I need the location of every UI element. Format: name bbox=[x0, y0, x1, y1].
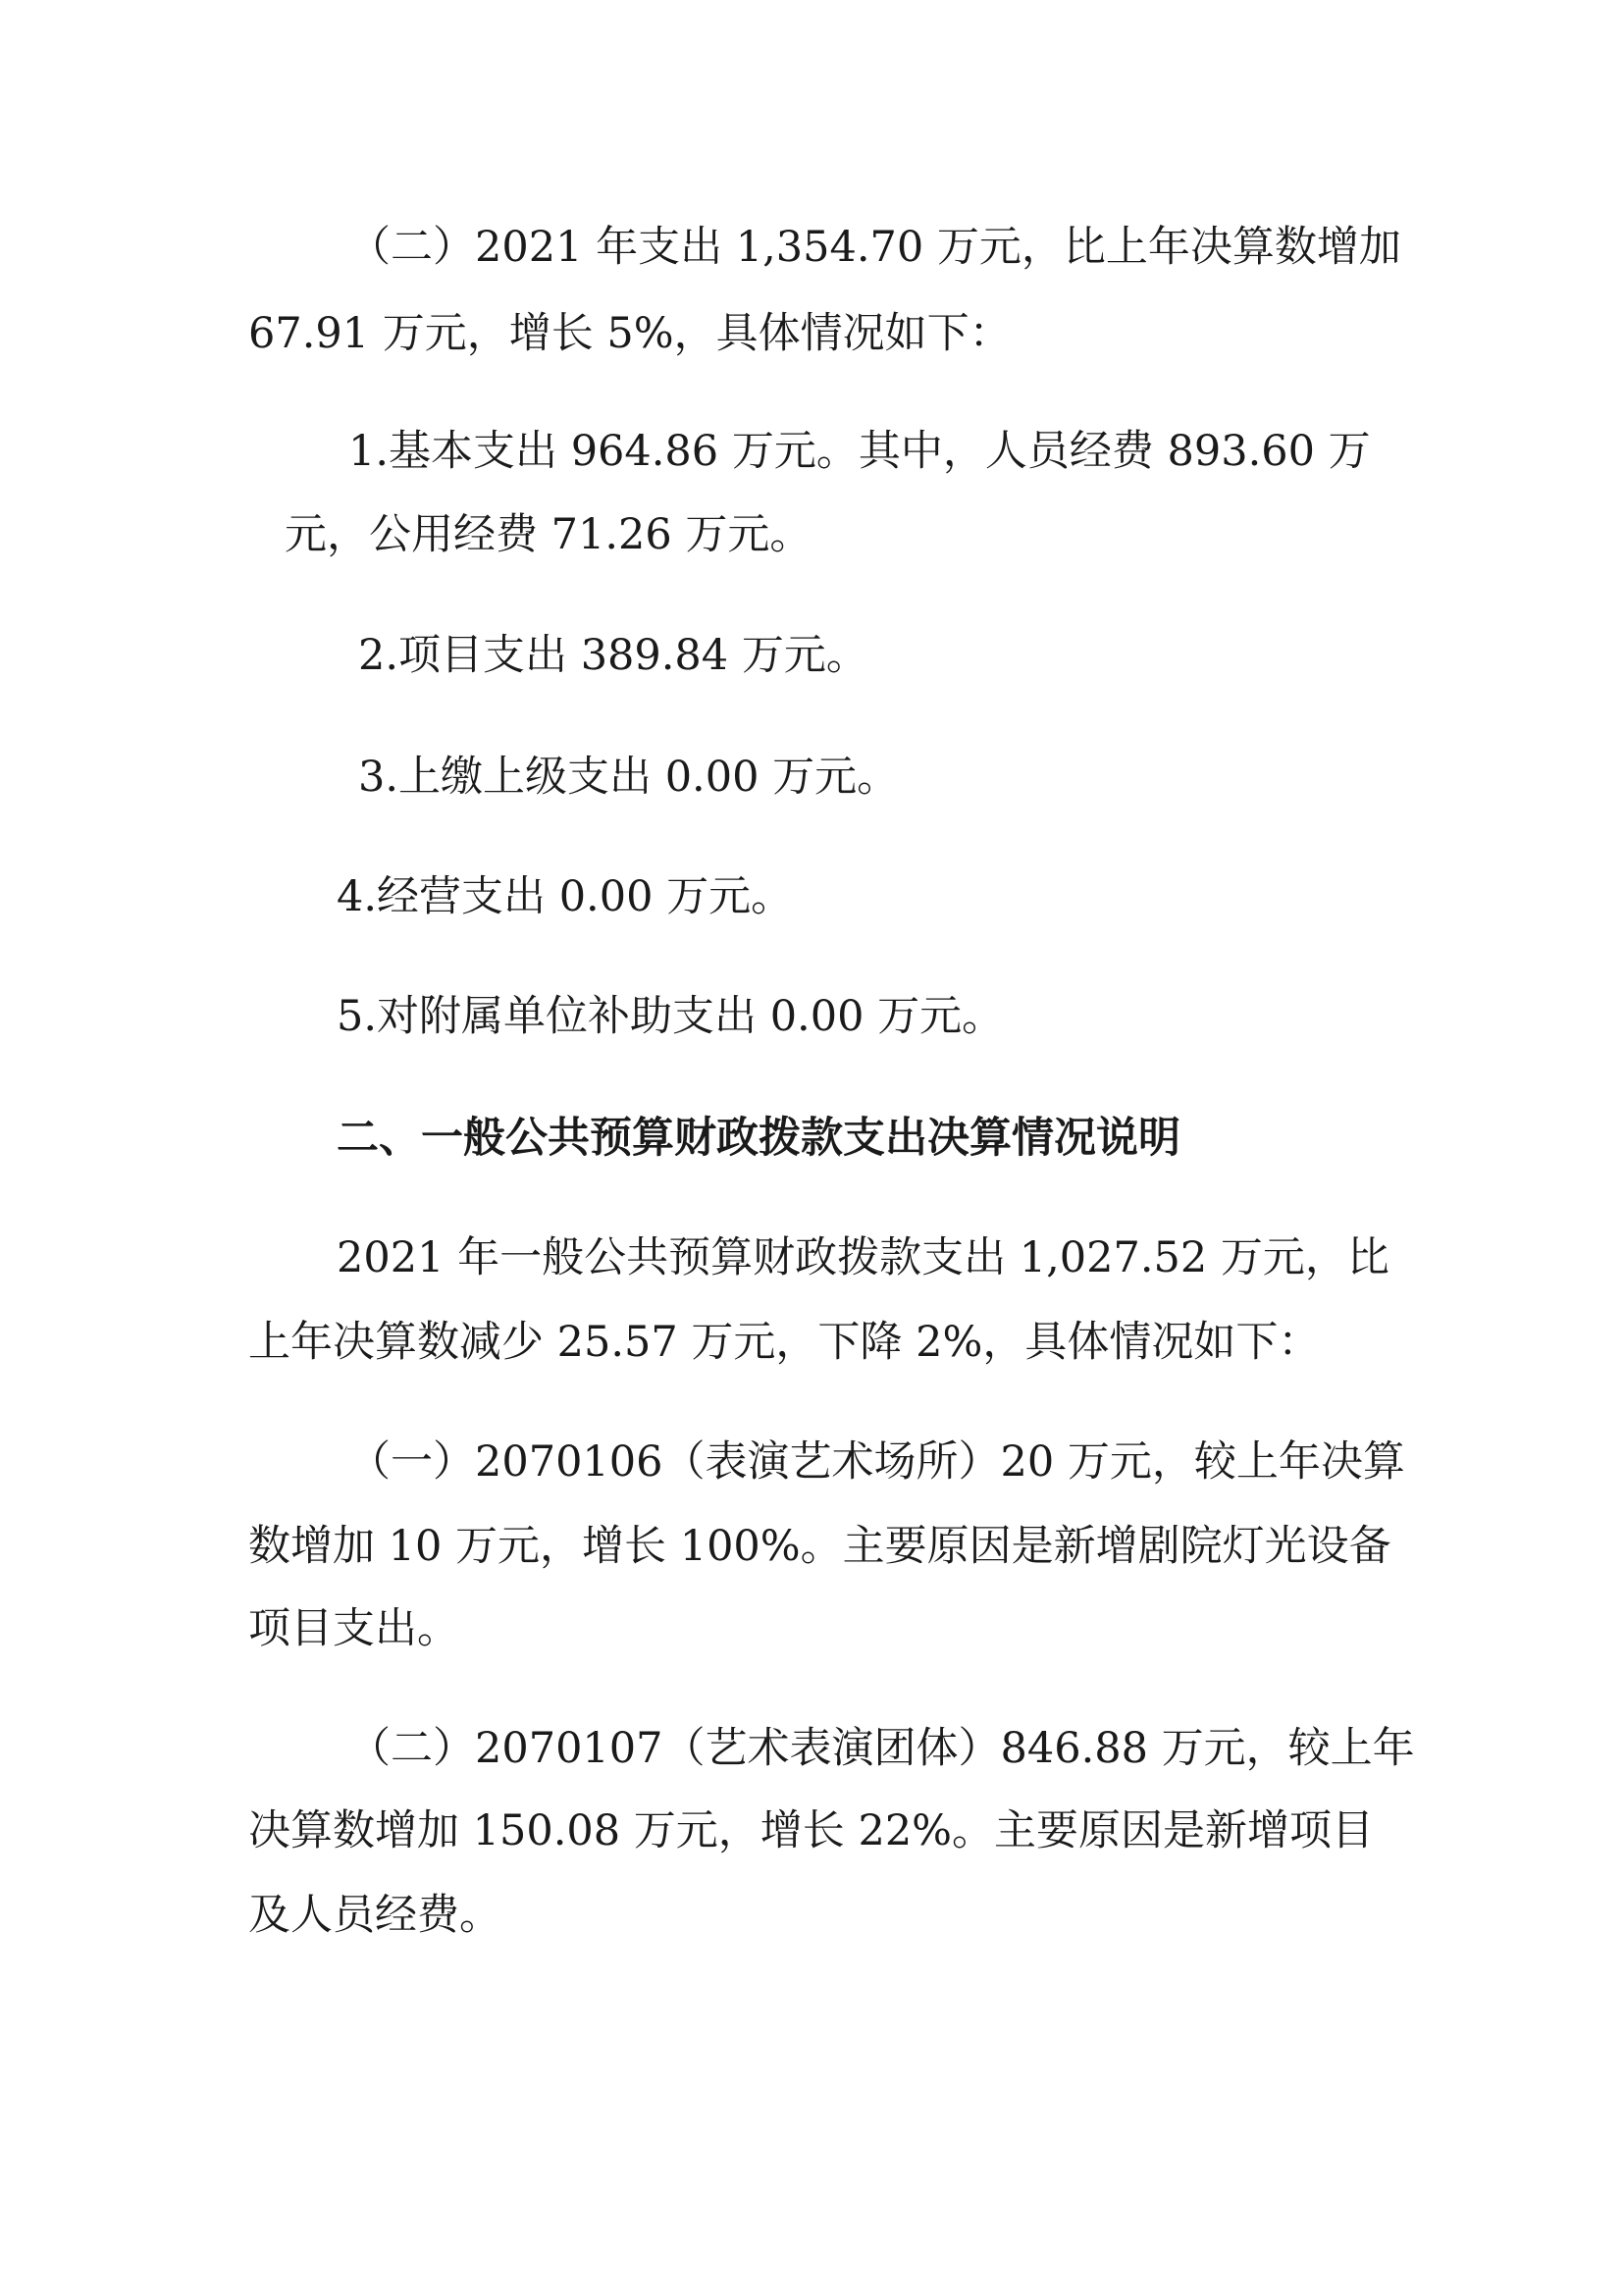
item-2070106-line-3: 项目支出。 bbox=[248, 1604, 459, 1653]
section-heading: 二、一般公共预算财政拨款支出决算情况说明 bbox=[337, 1114, 1180, 1163]
general-budget-line-1: 2021 年一般公共预算财政拨款支出 1,027.52 万元，比 bbox=[337, 1233, 1389, 1282]
item-2070107-line-2: 决算数增加 150.08 万元，增长 22%。主要原因是新增项目 bbox=[248, 1806, 1375, 1855]
basic-expense-line-1: 1.基本支出 964.86 万元。其中，人员经费 893.60 万 bbox=[348, 427, 1371, 476]
item-2070106-line-1: （一）2070106（表演艺术场所）20 万元，较上年决算 bbox=[348, 1437, 1405, 1487]
expense-summary-line-2: 67.91 万元，增长 5%，具体情况如下： bbox=[248, 309, 1012, 358]
project-expense-line: 2.项目支出 389.84 万元。 bbox=[358, 631, 868, 680]
item-2070107-line-3: 及人员经费。 bbox=[248, 1891, 501, 1940]
basic-expense-line-2: 元，公用经费 71.26 万元。 bbox=[285, 510, 812, 559]
item-2070107-line-1: （二）2070107（艺术表演团体）846.88 万元，较上年 bbox=[348, 1724, 1415, 1773]
item-2070106-line-2: 数增加 10 万元，增长 100%。主要原因是新增剧院灯光设备 bbox=[248, 1522, 1391, 1571]
operating-expense-line: 4.经营支出 0.00 万元。 bbox=[337, 872, 794, 921]
expense-summary-line-1: （二）2021 年支出 1,354.70 万元，比上年决算数增加 bbox=[348, 223, 1401, 272]
subsidy-expense-line: 5.对附属单位补助支出 0.00 万元。 bbox=[337, 992, 1005, 1041]
superior-payment-line: 3.上缴上级支出 0.00 万元。 bbox=[358, 753, 900, 802]
general-budget-line-2: 上年决算数减少 25.57 万元，下降 2%，具体情况如下： bbox=[248, 1318, 1321, 1367]
